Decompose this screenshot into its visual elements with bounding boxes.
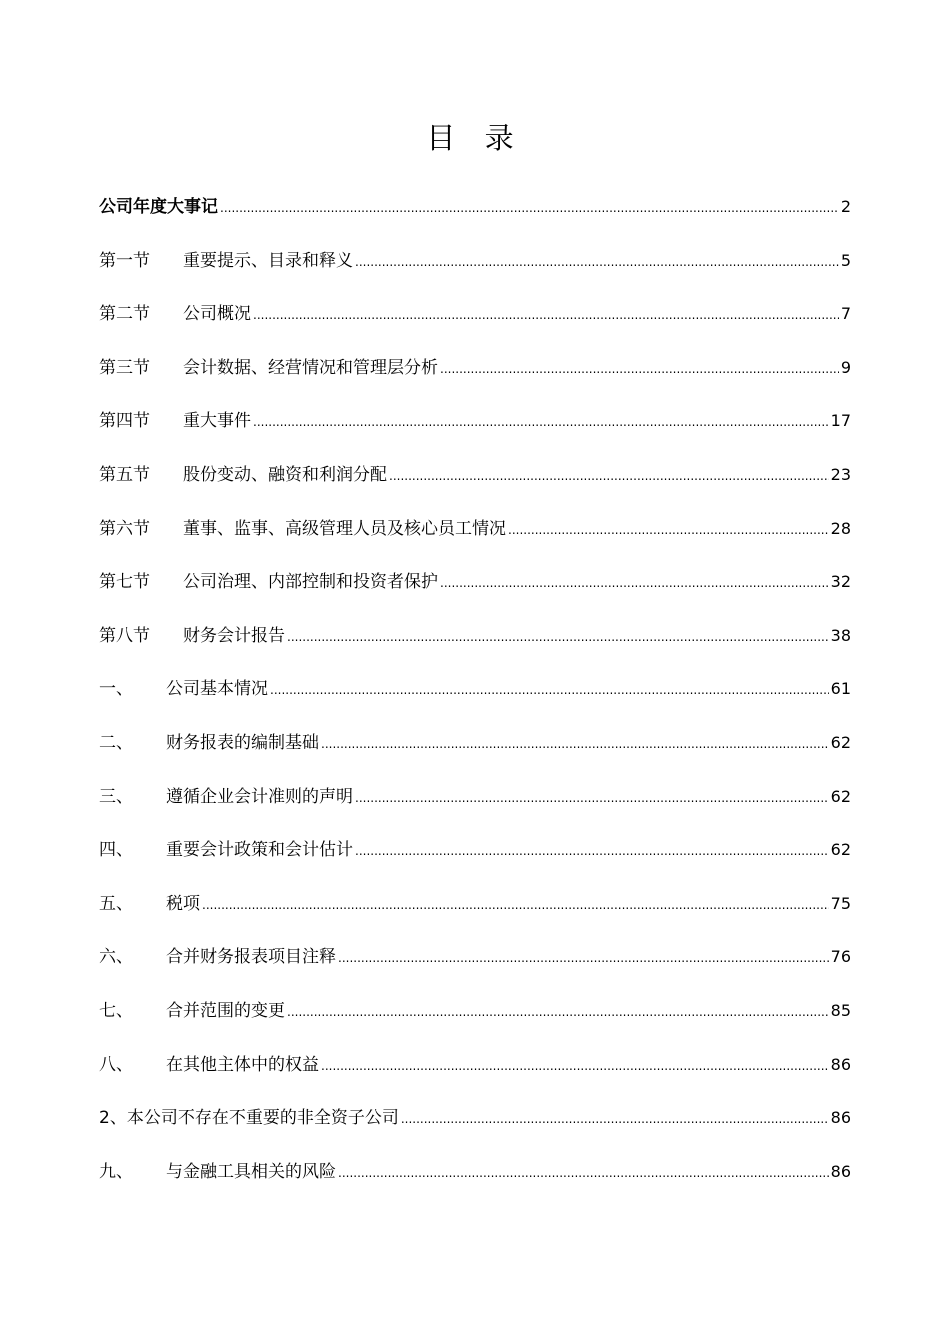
toc-entry-number: 第八节: [99, 625, 150, 646]
toc-entry-number: 第二节: [99, 304, 150, 325]
toc-entry-page-number: 23: [830, 464, 851, 484]
toc-entry-page-number: 75: [830, 893, 851, 913]
toc-entry-number: 第一节: [99, 250, 150, 271]
toc-entry-title: 财务报表的编制基础: [166, 732, 319, 753]
toc-entry-number: 四、: [99, 840, 133, 861]
toc-entry[interactable]: [99, 727, 851, 781]
toc-entry-number: 五、: [99, 893, 133, 914]
toc-entry-title: 股份变动、融资和利润分配: [183, 464, 387, 485]
toc-dot-leader: [253, 406, 829, 438]
toc-dot-leader: [389, 460, 829, 492]
toc-entry-page-number: 28: [830, 518, 851, 538]
toc-entry-number: 第五节: [99, 464, 150, 485]
toc-entry-number: 三、: [99, 786, 133, 807]
toc-entry-title: 重要会计政策和会计估计: [166, 840, 353, 861]
toc-entry-number: 第七节: [99, 572, 150, 593]
toc-dot-leader: [253, 299, 839, 331]
toc-entry-number: 第四节: [99, 411, 150, 432]
toc-entry-page-number: 62: [830, 786, 851, 806]
toc-entry-title: 2、本公司不存在不重要的非全资子公司: [99, 1108, 399, 1129]
toc-entry[interactable]: [99, 1049, 851, 1103]
toc-entry-title: 税项: [166, 893, 200, 914]
toc-dot-leader: [508, 514, 829, 546]
toc-entry-page-number: 62: [830, 732, 851, 752]
toc-dot-leader: [355, 246, 839, 278]
toc-entry-page-number: 17: [830, 411, 851, 431]
toc-dot-leader: [287, 996, 829, 1028]
toc-entry-title: 财务会计报告: [183, 625, 285, 646]
toc-dot-leader: [440, 353, 839, 385]
toc-entry-title: 合并范围的变更: [166, 1000, 285, 1021]
toc-entry[interactable]: [99, 1102, 851, 1156]
toc-entry[interactable]: [99, 1156, 851, 1210]
toc-entry[interactable]: [99, 834, 851, 888]
toc-entry[interactable]: [99, 298, 851, 352]
toc-entry[interactable]: [99, 405, 851, 459]
toc-entry-title: 董事、监事、高级管理人员及核心员工情况: [183, 518, 506, 539]
toc-entry-page-number: 76: [830, 947, 851, 967]
toc-entry[interactable]: [99, 191, 851, 245]
toc-entry-page-number: 32: [830, 572, 851, 592]
toc-entry-title: 公司年度大事记: [99, 197, 218, 217]
toc-dot-leader: [338, 942, 829, 974]
toc-entry-number: 七、: [99, 1000, 133, 1021]
toc-dot-leader: [401, 1103, 829, 1135]
toc-entry[interactable]: [99, 620, 851, 674]
toc-dot-leader: [287, 621, 829, 653]
toc-entry-page-number: 7: [840, 304, 851, 324]
toc-entry-title: 公司概况: [183, 304, 251, 325]
toc-dot-leader: [220, 192, 839, 224]
toc-dot-leader: [355, 782, 829, 814]
toc-entry-page-number: 86: [830, 1054, 851, 1074]
toc-dot-leader: [440, 567, 829, 599]
toc-entry-title: 重大事件: [183, 411, 251, 432]
toc-entry-page-number: 2: [840, 197, 851, 216]
toc-entry-title: 遵循企业会计准则的声明: [166, 786, 353, 807]
toc-entry-page-number: 86: [830, 1161, 851, 1181]
toc-entry-page-number: 85: [830, 1000, 851, 1020]
toc-entry[interactable]: [99, 995, 851, 1049]
table-of-contents: [99, 191, 851, 1209]
toc-dot-leader: [321, 1050, 829, 1082]
toc-entry-number: 八、: [99, 1054, 133, 1075]
toc-dot-leader: [270, 674, 829, 706]
toc-entry[interactable]: [99, 566, 851, 620]
toc-dot-leader: [355, 835, 829, 867]
toc-dot-leader: [202, 889, 829, 921]
toc-entry-number: 六、: [99, 947, 133, 968]
toc-dot-leader: [338, 1157, 829, 1189]
toc-entry-number: 九、: [99, 1161, 133, 1182]
toc-entry-number: 第三节: [99, 357, 150, 378]
toc-entry-number: 一、: [99, 679, 133, 700]
toc-entry[interactable]: [99, 941, 851, 995]
toc-entry[interactable]: [99, 459, 851, 513]
toc-entry-title: 与金融工具相关的风险: [166, 1161, 336, 1182]
toc-entry-number: 二、: [99, 732, 133, 753]
toc-entry-page-number: 38: [830, 625, 851, 645]
toc-dot-leader: [321, 728, 829, 760]
toc-entry-title: 在其他主体中的权益: [166, 1054, 319, 1075]
toc-entry-page-number: 86: [830, 1108, 851, 1128]
toc-entry[interactable]: [99, 673, 851, 727]
toc-entry[interactable]: [99, 888, 851, 942]
toc-entry[interactable]: [99, 245, 851, 299]
toc-entry-title: 重要提示、目录和释义: [183, 250, 353, 271]
toc-entry[interactable]: [99, 781, 851, 835]
toc-entry-title: 合并财务报表项目注释: [166, 947, 336, 968]
toc-entry[interactable]: [99, 352, 851, 406]
toc-entry-page-number: 9: [840, 357, 851, 377]
toc-entry-title: 公司治理、内部控制和投资者保护: [183, 572, 438, 593]
toc-entry-title: 会计数据、经营情况和管理层分析: [183, 357, 438, 378]
toc-entry-page-number: 61: [830, 679, 851, 699]
toc-entry[interactable]: [99, 513, 851, 567]
toc-entry-page-number: 62: [830, 840, 851, 860]
page-title: 目 录: [426, 121, 524, 155]
toc-entry-number: 第六节: [99, 518, 150, 539]
toc-entry-title: 公司基本情况: [166, 679, 268, 700]
toc-entry-page-number: 5: [840, 250, 851, 270]
